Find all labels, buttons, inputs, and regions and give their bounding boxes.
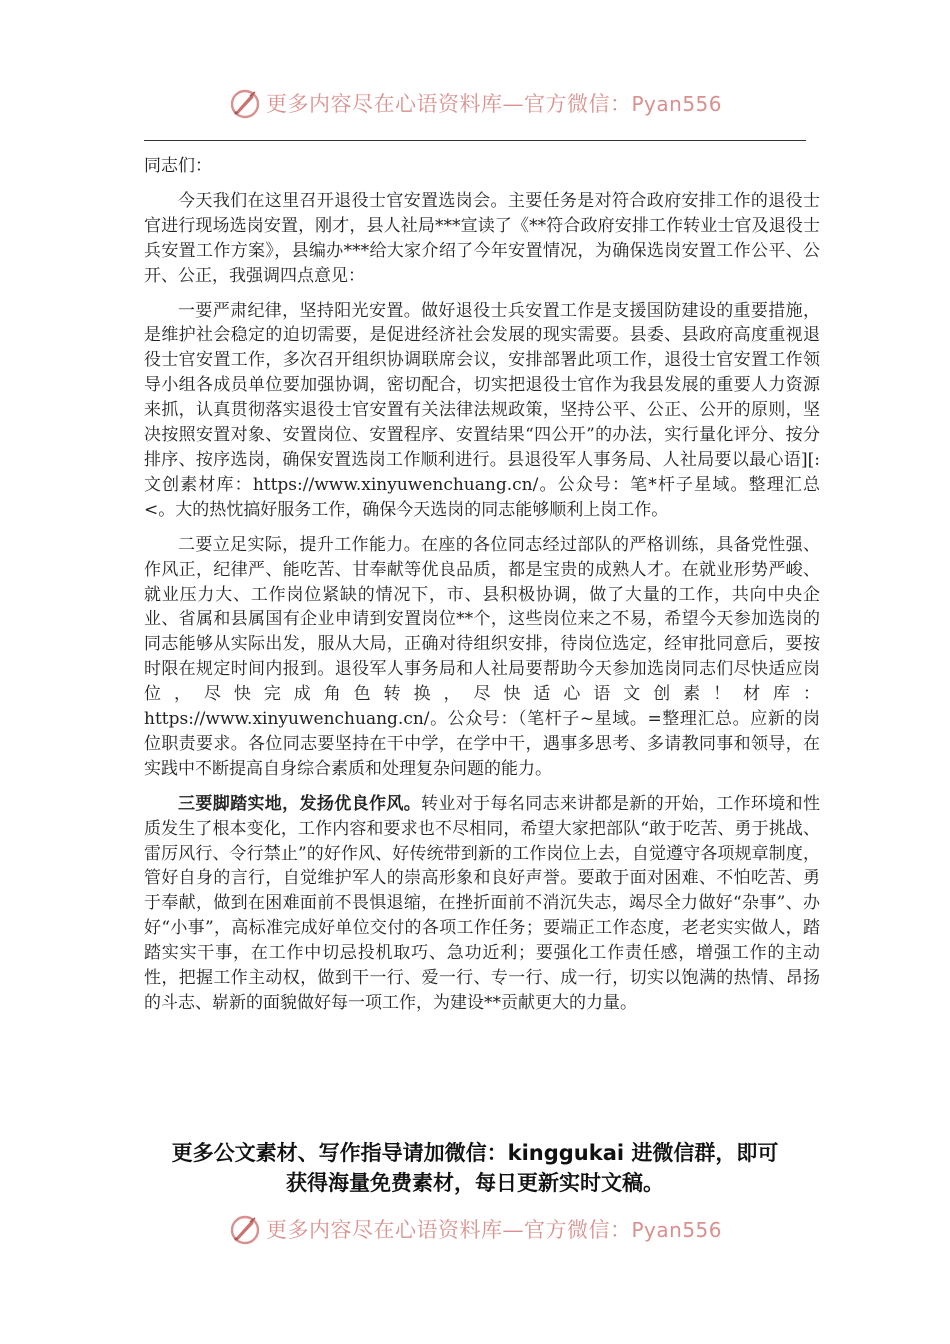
footer-banner-text: 更多内容尽在心语资料库—官方微信：Pyan556 [265, 1218, 722, 1242]
header-rule [144, 140, 806, 141]
document-body [144, 154, 820, 1016]
point-one-paragraph: 一要严肃纪律，坚持阳光安置。做好退役士兵安置工作是支援国防建设的重要措施，是维护社会稳定的迫切需要，是促进经济社会发展的现实需要。县委、县政府高度重视退役士官安置工作，多次召开组织协调联席会议，安排部署此项工作，退役士官安置工作领导小组各成员单位要加强协调，密切配合，切实把退役士官作为我县发展的重要人力资源来抓，认真贯彻落实退役士官安置有关法律法规政策，坚持公平、公正、公开的原则，坚决按照安置对象、安置岗位、安置程序、安置结果“四公开”的办法，实行量化评分、按分排序、按序选岗，确保安置选岗工作顺利进行。县退役军人事务局、人社局要以最心语][:文创素材库：https://www.xinyuwenchuang.cn/。公众号：笔*杆子星域。整理汇总<。大的热忱搞好服务工作，确保今天选岗的同志能够顺利上岗工作。 [144, 300, 820, 520]
fountain-pen-logo-icon [228, 86, 262, 120]
point-three-text: 转业对于每名同志来讲都是新的开始，工作环境和性质发生了根本变化，工作内容和要求也不尽相同，希望大家把部队“敢于吃苦、勇于挑战、雷厉风行、令行禁止”的好作风、好传统带到新的工作岗位上去，自觉遵守各项规章制度，管好自身的言行，自觉维护军人的崇高形象和良好声誉。要敢于面对困难、不怕吃苦、勇于奉献，做到在困难面前不畏惧退缩，在挫折面前不消沉失志，竭尽全力做好“杂事”、办好“小事”，高标准完成好单位交付的各项工作任务；要端正工作态度，老老实实做人，踏踏实实干事，在工作中切忌投机取巧、急功近利；要强化工作责任感，增强工作的主动性，把握工作主动权，做到干一行、爱一行、专一行、成一行，切实以饱满的热情、昂扬的斗志、崭新的面貌做好每一项工作，为建设**贡献更大的力量。 [144, 793, 821, 1013]
header-banner [0, 83, 950, 123]
intro-paragraph: 今天我们在这里召开退役士官安置选岗会。主要任务是对符合政府安排工作的退役士官进行现场选岗安置，刚才，县人社局***宣读了《**符合政府安排工作转业士官及退役士兵安置工作方案》，县编办***给大家介绍了今年安置情况，为确保选岗安置工作公平、公开、公正，我强调四点意见： [144, 190, 820, 286]
promo-notice [140, 1138, 810, 1198]
fountain-pen-logo-icon [228, 1212, 262, 1246]
header-banner-text: 更多内容尽在心语资料库—官方微信：Pyan556 [265, 92, 722, 116]
promo-line-2: 获得海量免费素材，每日更新实时文稿。 [286, 1171, 664, 1195]
salutation: 同志们： [144, 156, 212, 176]
point-three-paragraph [144, 792, 820, 1016]
point-three-heading: 三要脚踏实地，发扬优良作风。 [178, 793, 422, 814]
promo-line-1: 更多公文素材、写作指导请加微信：kinggukai 进微信群，即可 [171, 1141, 779, 1165]
point-two-paragraph: 二要立足实际，提升工作能力。在座的各位同志经过部队的严格训练，具备党性强、作风正，纪律严、能吃苦、甘奉献等优良品质，都是宝贵的成熟人才。在就业形势严峻、就业压力大、工作岗位紧缺的情况下，市、县积极协调，做了大量的工作，共向中央企业、省属和县属国有企业申请到安置岗位**个，这些岗位来之不易，希望今天参加选岗的同志能够从实际出发，服从大局，正确对待组织安排，待岗位选定，经审批同意后，要按时限在规定时间内报到。退役军人事务局和人社局要帮助今天参加选岗同志们尽快适应岗位，尽快完成角色转换，尽快适心语文创素！材库：https://www.xinyuwenchuang.cn/。公众号：（笔杆子~星域。=整理汇总。应新的岗位职责要求。各位同志要坚持在干中学，在学中干，遇事多思考、多请教同事和领导，在实践中不断提高自身综合素质和处理复杂问题的能力。 [144, 534, 820, 779]
footer-banner [0, 1209, 950, 1249]
